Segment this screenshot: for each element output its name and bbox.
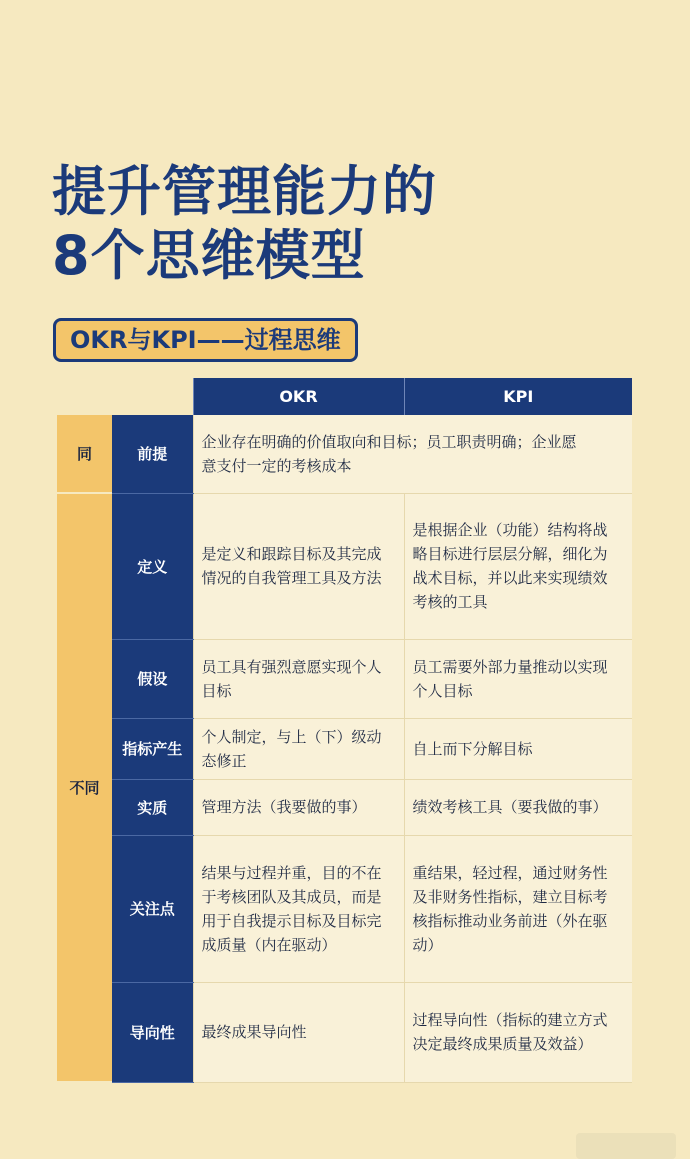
cell-line: 决定最终成果质量及效益） (412, 1035, 593, 1053)
title-line-2: 8个思维模型 (52, 224, 366, 287)
cell-line: 意支付一定的考核成本 (201, 456, 352, 475)
okr-cell (193, 718, 404, 779)
cell-line: 最终成果导向性 (201, 1023, 307, 1041)
row-label: 定义 (112, 493, 193, 639)
table-row (57, 415, 632, 493)
cell-line: 目标 (201, 681, 232, 700)
okr-cell (193, 779, 404, 835)
row-label: 导向性 (112, 982, 193, 1082)
cell-line: 考核的工具 (412, 593, 488, 611)
cell-line: 过程导向性（指标的建立方式 (412, 1011, 608, 1029)
header-kpi: KPI (404, 378, 632, 415)
okr-cell (193, 835, 404, 982)
cell-line: 管理方法（我要做的事） (201, 798, 367, 816)
row-label: 指标产生 (112, 718, 193, 779)
kpi-cell (404, 718, 632, 779)
header-okr: OKR (193, 378, 404, 415)
table-row (57, 982, 632, 1082)
kpi-cell (404, 639, 632, 718)
cell-line: 个人目标 (412, 681, 473, 700)
table-row (57, 779, 632, 835)
table-row (57, 639, 632, 718)
cell-line: 情况的自我管理工具及方法 (201, 569, 382, 587)
table-row (57, 493, 632, 639)
kpi-cell (404, 982, 632, 1082)
kpi-cell (404, 779, 632, 835)
cell-line: 员工具有强烈意愿实现个人 (201, 657, 382, 676)
page-title (52, 160, 612, 288)
group-label-different: 不同 (57, 493, 112, 1082)
cell-line: 态修正 (201, 751, 247, 770)
cell-line: 核指标推动业务前进（外在驱 (412, 911, 608, 930)
cell-line: 用于自我提示目标及目标完 (201, 911, 382, 930)
merged-cell (193, 415, 632, 493)
kpi-cell (404, 493, 632, 639)
cell-line: 结果与过程并重，目的不在 (201, 863, 382, 882)
okr-cell (193, 493, 404, 639)
cell-line: 成质量（内在驱动） (201, 935, 337, 954)
cell-line: 自上而下分解目标 (412, 739, 533, 758)
section-subtitle: OKR与KPI——过程思维 (53, 318, 358, 362)
row-label: 假设 (112, 639, 193, 718)
okr-cell (193, 639, 404, 718)
cell-line: 员工需要外部力量推动以实现 (412, 657, 608, 676)
cell-line: 重结果，轻过程，通过财务性 (412, 863, 608, 882)
cell-line: 战术目标，并以此来实现绩效 (412, 569, 608, 587)
row-label: 前提 (112, 415, 193, 493)
cell-line: 企业存在明确的价值取向和目标；员工职责明确；企业愿 (201, 432, 577, 451)
cell-line: 是根据企业（功能）结构将战 (412, 521, 608, 539)
table-header-row (57, 378, 632, 415)
cell-line: 绩效考核工具（要我做的事） (412, 798, 608, 816)
table-row (57, 835, 632, 982)
okr-cell (193, 982, 404, 1082)
row-label: 关注点 (112, 835, 193, 982)
cell-line: 于考核团队及其成员，而是 (201, 887, 382, 906)
kpi-cell (404, 835, 632, 982)
row-label: 实质 (112, 779, 193, 835)
cell-line: 略目标进行层层分解，细化为 (412, 545, 608, 563)
table-row (57, 718, 632, 779)
cell-line: 个人制定，与上（下）级动 (201, 727, 382, 746)
comparison-table (57, 378, 632, 1083)
table-corner (57, 378, 193, 415)
cell-line: 是定义和跟踪目标及其完成 (201, 545, 382, 563)
cell-line: 及非财务性指标，建立目标考 (412, 887, 608, 906)
title-line-1: 提升管理能力的 (52, 160, 437, 223)
group-label-same: 同 (57, 415, 112, 493)
cell-line: 动） (412, 935, 443, 954)
watermark-patch (576, 1133, 676, 1159)
